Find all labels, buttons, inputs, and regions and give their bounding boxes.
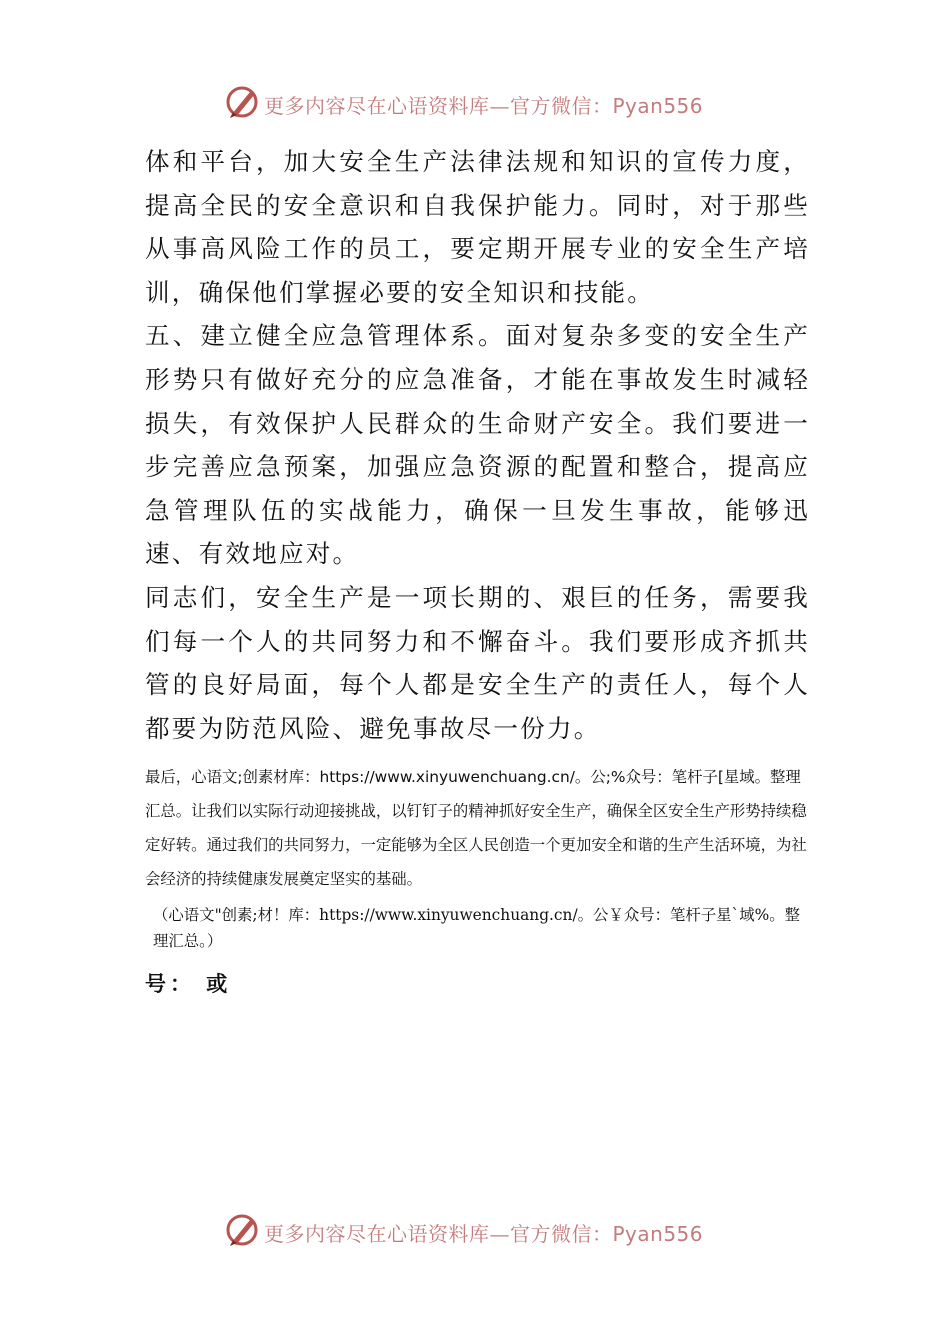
closing-paragraph: 最后，心语文;创素材库：https://www.xinyuwenchuang.cn/。公;%众号：笔杆子[星域。整理汇总。让我们以实际行动迎接挑战，以钉钉子的精神抓好安全生产，确保全区安全生产形势持续稳定好转。通过我们的共同努力，一定能够为全区人民创造一个更加安全和谐的生产生活环境，为社会经济的持续健康发展奠定坚实的基础。 bbox=[145, 768, 807, 889]
banner-text: 更多内容尽在心语资料库—官方微信：Pyan556 bbox=[264, 94, 704, 118]
document-body bbox=[145, 140, 810, 998]
paragraph: 五、建立健全应急管理体系。面对复杂多变的安全生产形势只有做好充分的应急准备，才能在事故发生时减轻损失，有效保护人民群众的生命财产安全。我们要进一步完善应急预案，加强应急资源的配置和整合，提高应急管理队伍的实战能力，确保一旦发生事故，能够迅速、有效地应对。 bbox=[145, 321, 810, 569]
header-banner bbox=[0, 82, 950, 122]
pen-logo-icon bbox=[224, 1212, 260, 1248]
paragraph: 体和平台，加大安全生产法律法规和知识的宣传力度，提高全民的安全意识和自我保护能力。同时，对于那些从事高风险工作的员工，要定期开展专业的安全生产培训，确保他们掌握必要的安全知识和技能。 bbox=[145, 147, 810, 307]
footer-banner bbox=[0, 1210, 950, 1250]
paragraph: 同志们，安全生产是一项长期的、艰巨的任务，需要我们每一个人的共同努力和不懈奋斗。我们要形成齐抓共管的良好局面，每个人都是安全生产的责任人，每个人都要为防范风险、避免事故尽一份力。 bbox=[145, 582, 810, 743]
banner-text: 更多内容尽在心语资料库—官方微信：Pyan556 bbox=[264, 1222, 704, 1246]
trailing-text: 号： 或 bbox=[145, 972, 232, 997]
wechat-id: Pyan556 bbox=[612, 1222, 704, 1246]
source-note: （心语文"创素;材！库：https://www.xinyuwenchuang.cn/。公￥众号：笔杆子星`域%。整理汇总。） bbox=[153, 906, 801, 951]
wechat-id: Pyan556 bbox=[612, 94, 704, 118]
pen-logo-icon bbox=[224, 84, 260, 120]
